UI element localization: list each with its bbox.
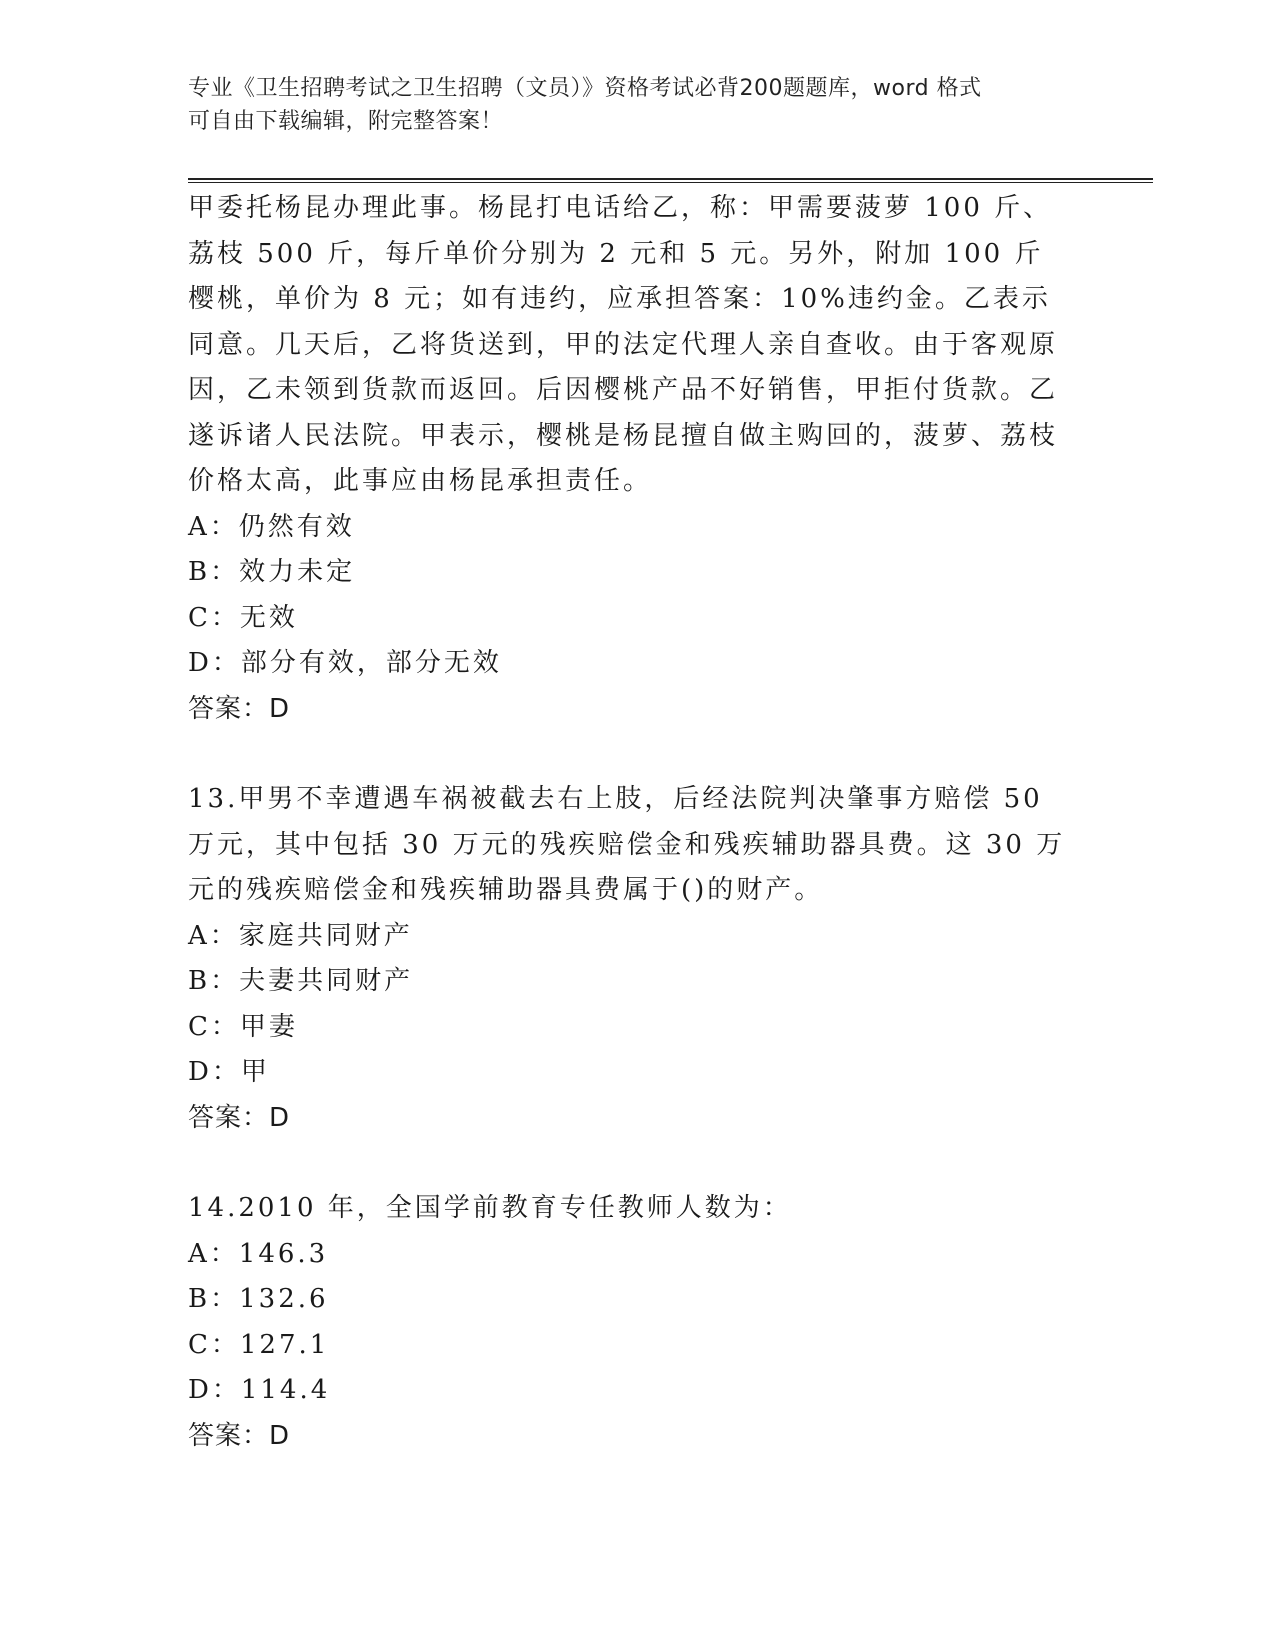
page-header <box>188 72 1068 138</box>
question-stem: 14.2010 年，全国学前教育专任教师人数为： <box>188 1193 792 1223</box>
answer-line: 答案：D <box>188 1102 291 1133</box>
option-b: B：夫妻共同财产 <box>188 966 414 996</box>
question-stem: 甲委托杨昆办理此事。杨昆打电话给乙，称：甲需要菠萝 100 斤、荔枝 500 斤，每斤单价分别为 2 元和 5 元。另外，附加 100 斤樱桃，单价为 8 元；如有违约，应承担答案：10%违约金。乙表示同意。几天后，乙将货送到，甲的法定代理人亲自查收。由于客观原因，乙未领到货款而返回。后因樱桃产品不好销售，甲拒付货款。乙遂诉诸人民法院。甲表示，樱桃是杨昆擅自做主购回的，菠萝、荔枝价格太高，此事应由杨昆承担责任。 <box>188 193 1059 496</box>
option-c: C：甲妻 <box>188 1011 298 1042</box>
question-stem: 13.甲男不幸遭遇车祸被截去右上肢，后经法院判决肇事方赔偿 50 万元，其中包括 30 万元的残疾赔偿金和残疾辅助器具费。这 30 万元的残疾赔偿金和残疾辅助器具费属于()的财产。 <box>188 784 1066 905</box>
option-d: D：甲 <box>188 1057 270 1087</box>
answer-line: 答案：D <box>188 693 291 724</box>
option-c: C：127.1 <box>188 1329 330 1360</box>
option-b: B：132.6 <box>188 1284 329 1314</box>
question-block <box>188 777 1068 1141</box>
option-a: A：仍然有效 <box>188 511 355 542</box>
option-a: A：家庭共同财产 <box>188 920 413 951</box>
header-title-line-1: 专业《卫生招聘考试之卫生招聘（文员）》资格考试必背200题题库，word 格式 <box>188 76 982 101</box>
option-b: B：效力未定 <box>188 557 356 587</box>
option-d: D：部分有效，部分无效 <box>188 648 502 678</box>
question-block <box>188 186 1068 732</box>
spacer <box>188 732 1068 777</box>
header-title-line-2: 可自由下载编辑，附完整答案！ <box>188 109 504 134</box>
option-a: A：146.3 <box>188 1238 329 1269</box>
option-d: D：114.4 <box>188 1375 331 1405</box>
option-c: C：无效 <box>188 602 298 633</box>
answer-line: 答案：D <box>188 1420 291 1451</box>
spacer <box>188 1141 1068 1186</box>
header-divider <box>188 178 1153 183</box>
question-list <box>188 186 1068 1459</box>
question-block <box>188 1186 1068 1459</box>
